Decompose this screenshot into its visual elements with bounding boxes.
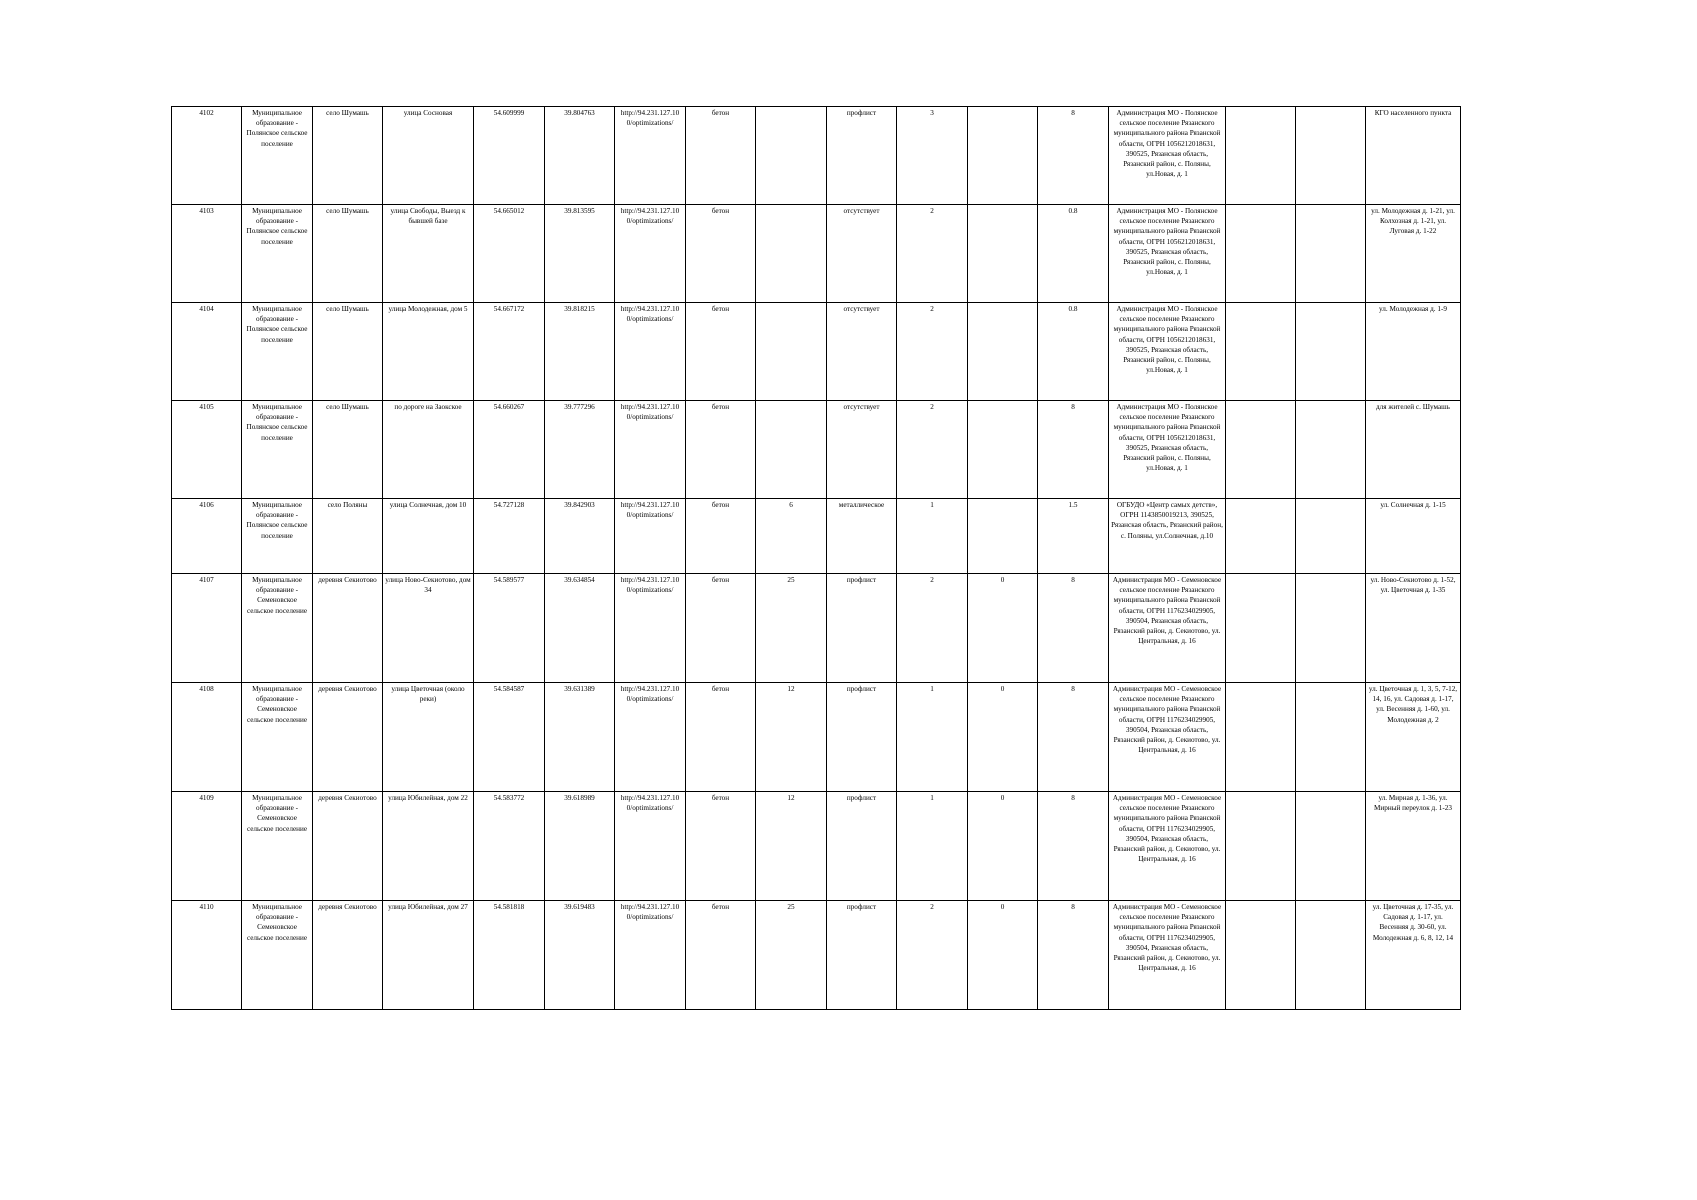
registry-table [171,106,1461,1010]
longitude-cell: 39.631389 [545,683,615,792]
waste-sources-cell: ул. Молодежная д. 1-9 [1366,303,1461,401]
surface-cell: бетон [686,107,756,205]
map-link-cell: http://94.231.127.10 0/optimizations/ [615,401,686,499]
waste-sources-cell: ул. Ново-Секиотово д. 1-52, ул. Цветочная д. 1-35 [1366,574,1461,683]
id-cell: 4107 [172,574,242,683]
owner-cell: Администрация МО - Семеновское сельское поселение Рязанского муниципального района Рязанской области, ОГРН 1176234029905, 390504, Рязанская область, Рязанский район, д. Секиотово, ул. Центральная, д. 16 [1109,574,1226,683]
owner-cell: Администрация МО - Семеновское сельское поселение Рязанского муниципального района Рязанской области, ОГРН 1176234029905, 390504, Рязанская область, Рязанский район, д. Секиотово, ул. Центральная, д. 16 [1109,792,1226,901]
fence-cell: профлист [827,107,897,205]
table-row [172,499,1461,574]
registry-body [172,107,1461,1010]
empty-cell [1296,107,1366,205]
volume-cell: 0.8 [1038,303,1109,401]
address-cell: улица Молодежная, дом 5 [383,303,474,401]
address-cell: улица Солнечная, дом 10 [383,499,474,574]
fence-cell: отсутствует [827,303,897,401]
surface-cell: бетон [686,901,756,1010]
volume-cell: 8 [1038,792,1109,901]
owner-cell: Администрация МО - Полянское сельское поселение Рязанского муниципального района Рязанской области, ОГРН 1056212018631, 390525, Рязанская область, Рязанский район, с. Поляны, ул.Новая, д. 1 [1109,401,1226,499]
longitude-cell: 39.618989 [545,792,615,901]
containers-cell: 2 [897,901,968,1010]
surface-cell: бетон [686,792,756,901]
fence-cell: профлист [827,792,897,901]
municipality-cell: Муниципальное образование - Семеновское сельское поселение [242,901,313,1010]
volume-cell: 8 [1038,901,1109,1010]
owner-cell: Администрация МО - Полянское сельское поселение Рязанского муниципального района Рязанской области, ОГРН 1056212018631, 390525, Рязанская область, Рязанский район, с. Поляны, ул.Новая, д. 1 [1109,303,1226,401]
table-row [172,107,1461,205]
fence-cell: профлист [827,683,897,792]
volume-cell: 8 [1038,574,1109,683]
containers-cell: 3 [897,107,968,205]
area-cell [756,107,827,205]
fence-cell: отсутствует [827,205,897,303]
owner-cell: Администрация МО - Семеновское сельское поселение Рязанского муниципального района Рязанской области, ОГРН 1176234029905, 390504, Рязанская область, Рязанский район, д. Секиотово, ул. Центральная, д. 16 [1109,901,1226,1010]
volume-cell: 8 [1038,401,1109,499]
latitude-cell: 54.667172 [474,303,545,401]
fence-cell: отсутствует [827,401,897,499]
planned-containers-cell [968,205,1038,303]
latitude-cell: 54.665012 [474,205,545,303]
id-cell: 4108 [172,683,242,792]
settlement-cell: деревня Секиотово [313,574,383,683]
table-row [172,303,1461,401]
map-link-cell: http://94.231.127.10 0/optimizations/ [615,792,686,901]
id-cell: 4102 [172,107,242,205]
longitude-cell: 39.777296 [545,401,615,499]
planned-containers-cell [968,401,1038,499]
planned-containers-cell: 0 [968,574,1038,683]
containers-cell: 2 [897,303,968,401]
map-link-cell: http://94.231.127.10 0/optimizations/ [615,205,686,303]
settlement-cell: село Поляны [313,499,383,574]
waste-sources-cell: ул. Солнечная д. 1-15 [1366,499,1461,574]
surface-cell: бетон [686,205,756,303]
empty-cell [1296,901,1366,1010]
planned-containers-cell: 0 [968,901,1038,1010]
municipality-cell: Муниципальное образование - Полянское сельское поселение [242,107,313,205]
area-cell [756,205,827,303]
latitude-cell: 54.589577 [474,574,545,683]
waste-sources-cell: ул. Молодежная д. 1-21, ул. Колхозная д. 1-21, ул. Луговая д. 1-22 [1366,205,1461,303]
waste-sources-cell: ул. Цветочная д. 17-35, ул. Садовая д. 1-17, ул. Весенняя д. 30-60, ул. Молодежная д. 6, 8, 12, 14 [1366,901,1461,1010]
table-row [172,205,1461,303]
fence-cell: металлическое [827,499,897,574]
empty-cell [1296,401,1366,499]
table-row [172,401,1461,499]
id-cell: 4110 [172,901,242,1010]
municipality-cell: Муниципальное образование - Семеновское сельское поселение [242,792,313,901]
longitude-cell: 39.804763 [545,107,615,205]
containers-cell: 1 [897,499,968,574]
empty-cell [1226,499,1296,574]
longitude-cell: 39.842903 [545,499,615,574]
municipality-cell: Муниципальное образование - Полянское сельское поселение [242,401,313,499]
owner-cell: Администрация МО - Полянское сельское поселение Рязанского муниципального района Рязанской области, ОГРН 1056212018631, 390525, Рязанская область, Рязанский район, с. Поляны, ул.Новая, д. 1 [1109,205,1226,303]
municipality-cell: Муниципальное образование - Семеновское сельское поселение [242,574,313,683]
table-row [172,683,1461,792]
empty-cell [1226,683,1296,792]
area-cell: 25 [756,574,827,683]
table-row [172,574,1461,683]
longitude-cell: 39.818215 [545,303,615,401]
owner-cell: Администрация МО - Семеновское сельское поселение Рязанского муниципального района Рязанской области, ОГРН 1176234029905, 390504, Рязанская область, Рязанский район, д. Секиотово, ул. Центральная, д. 16 [1109,683,1226,792]
planned-containers-cell: 0 [968,683,1038,792]
map-link-cell: http://94.231.127.10 0/optimizations/ [615,303,686,401]
settlement-cell: деревня Секиотово [313,792,383,901]
settlement-cell: село Шумашь [313,401,383,499]
surface-cell: бетон [686,499,756,574]
settlement-cell: деревня Секиотово [313,683,383,792]
municipality-cell: Муниципальное образование - Полянское сельское поселение [242,303,313,401]
planned-containers-cell [968,107,1038,205]
address-cell: улица Юбилейная, дом 22 [383,792,474,901]
address-cell: улица Ново-Секиотово, дом 34 [383,574,474,683]
empty-cell [1226,574,1296,683]
table-row [172,901,1461,1010]
longitude-cell: 39.619483 [545,901,615,1010]
volume-cell: 8 [1038,107,1109,205]
waste-sources-cell: КГО населенного пункта [1366,107,1461,205]
containers-cell: 2 [897,401,968,499]
municipality-cell: Муниципальное образование - Семеновское сельское поселение [242,683,313,792]
id-cell: 4105 [172,401,242,499]
settlement-cell: село Шумашь [313,107,383,205]
empty-cell [1296,683,1366,792]
longitude-cell: 39.634854 [545,574,615,683]
containers-cell: 2 [897,574,968,683]
owner-cell: Администрация МО - Полянское сельское поселение Рязанского муниципального района Рязанской области, ОГРН 1056212018631, 390525, Рязанская область, Рязанский район, с. Поляны, ул.Новая, д. 1 [1109,107,1226,205]
empty-cell [1296,205,1366,303]
table-row [172,792,1461,901]
empty-cell [1296,792,1366,901]
volume-cell: 0.8 [1038,205,1109,303]
containers-cell: 2 [897,205,968,303]
waste-sources-cell: ул. Мирная д. 1-36, ул. Мирный переулок д. 1-23 [1366,792,1461,901]
empty-cell [1296,303,1366,401]
map-link-cell: http://94.231.127.10 0/optimizations/ [615,574,686,683]
fence-cell: профлист [827,574,897,683]
id-cell: 4106 [172,499,242,574]
id-cell: 4103 [172,205,242,303]
map-link-cell: http://94.231.127.10 0/optimizations/ [615,683,686,792]
empty-cell [1226,303,1296,401]
latitude-cell: 54.660267 [474,401,545,499]
fence-cell: профлист [827,901,897,1010]
empty-cell [1226,792,1296,901]
area-cell [756,401,827,499]
surface-cell: бетон [686,683,756,792]
map-link-cell: http://94.231.127.10 0/optimizations/ [615,499,686,574]
empty-cell [1226,401,1296,499]
address-cell: улица Юбилейная, дом 27 [383,901,474,1010]
area-cell: 6 [756,499,827,574]
map-link-cell: http://94.231.127.10 0/optimizations/ [615,901,686,1010]
latitude-cell: 54.584587 [474,683,545,792]
area-cell [756,303,827,401]
planned-containers-cell [968,303,1038,401]
settlement-cell: деревня Секиотово [313,901,383,1010]
planned-containers-cell: 0 [968,792,1038,901]
empty-cell [1296,499,1366,574]
address-cell: улица Цветочная (около реки) [383,683,474,792]
settlement-cell: село Шумашь [313,205,383,303]
empty-cell [1226,107,1296,205]
municipality-cell: Муниципальное образование - Полянское сельское поселение [242,205,313,303]
area-cell: 12 [756,792,827,901]
waste-sources-cell: ул. Цветочная д. 1, 3, 5, 7-12, 14, 16, ул. Садовая д. 1-17, ул. Весенняя д. 1-60, ул. Молодежная д. 2 [1366,683,1461,792]
volume-cell: 8 [1038,683,1109,792]
address-cell: улица Свободы, Выезд к бывшей базе [383,205,474,303]
id-cell: 4109 [172,792,242,901]
longitude-cell: 39.813595 [545,205,615,303]
latitude-cell: 54.609999 [474,107,545,205]
empty-cell [1226,205,1296,303]
settlement-cell: село Шумашь [313,303,383,401]
surface-cell: бетон [686,574,756,683]
planned-containers-cell [968,499,1038,574]
area-cell: 25 [756,901,827,1010]
map-link-cell: http://94.231.127.10 0/optimizations/ [615,107,686,205]
containers-cell: 1 [897,683,968,792]
municipality-cell: Муниципальное образование - Полянское сельское поселение [242,499,313,574]
address-cell: по дороге на Заокское [383,401,474,499]
id-cell: 4104 [172,303,242,401]
address-cell: улица Сосновая [383,107,474,205]
surface-cell: бетон [686,401,756,499]
latitude-cell: 54.581818 [474,901,545,1010]
area-cell: 12 [756,683,827,792]
containers-cell: 1 [897,792,968,901]
waste-sources-cell: для жителей с. Шумашь [1366,401,1461,499]
empty-cell [1296,574,1366,683]
volume-cell: 1.5 [1038,499,1109,574]
surface-cell: бетон [686,303,756,401]
empty-cell [1226,901,1296,1010]
owner-cell: ОГБУДО «Центр самых детств», ОГРН 1143850019213, 390525, Рязанская область, Рязанский район, с. Поляны, ул.Солнечная, д.10 [1109,499,1226,574]
latitude-cell: 54.727128 [474,499,545,574]
latitude-cell: 54.583772 [474,792,545,901]
